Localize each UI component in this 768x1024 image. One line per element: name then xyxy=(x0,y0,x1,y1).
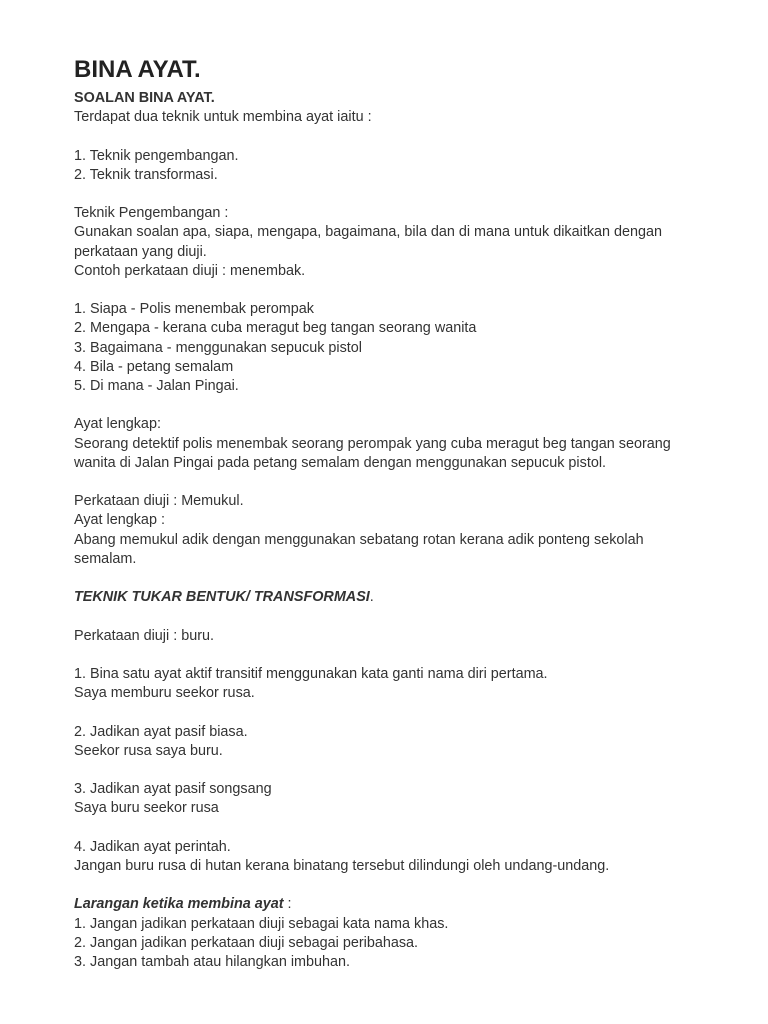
pengembangan-desc: Gunakan soalan apa, siapa, mengapa, bagaimana, bila dan di mana untuk dikaitkan dengan xyxy=(74,224,663,241)
question-item: 1. Siapa - Polis menembak perompak xyxy=(74,301,314,318)
document-body xyxy=(74,89,714,972)
document-page xyxy=(74,54,714,972)
spacer xyxy=(74,569,714,588)
transformasi-word: Perkataan diuji : buru. xyxy=(74,627,214,644)
spacer xyxy=(74,281,714,300)
larangan-item: 3. Jangan tambah atau hilangkan imbuhan. xyxy=(74,953,351,970)
full-sentence-label: Ayat lengkap: xyxy=(74,416,161,433)
pengembangan-heading: Teknik Pengembangan : xyxy=(74,205,229,222)
spacer xyxy=(74,185,714,204)
step-answer: Seekor rusa saya buru. xyxy=(74,742,223,759)
transformasi-heading: TEKNIK TUKAR BENTUK/ TRANSFORMASI xyxy=(74,589,370,606)
larangan-heading-line xyxy=(74,895,714,914)
step-instruction: 1. Bina satu ayat aktif transitif menggunakan kata ganti nama diri pertama. xyxy=(74,665,548,682)
question-item: 2. Mengapa - kerana cuba meragut beg tangan seorang wanita xyxy=(74,320,477,337)
intro-text: Terdapat dua teknik untuk membina ayat iaitu : xyxy=(74,109,372,126)
spacer xyxy=(74,607,714,626)
spacer xyxy=(74,396,714,415)
step-answer: Jangan buru rusa di hutan kerana binatang tersebut dilindungi oleh undang-undang. xyxy=(74,857,610,874)
full-sentence-2: Abang memukul adik dengan menggunakan sebatang rotan kerana adik ponteng sekolah xyxy=(74,531,644,548)
spacer xyxy=(74,473,714,492)
question-item: 4. Bila - petang semalam xyxy=(74,358,234,375)
step-answer: Saya memburu seekor rusa. xyxy=(74,685,255,702)
step-instruction: 2. Jadikan ayat pasif biasa. xyxy=(74,723,248,740)
technique-item: 1. Teknik pengembangan. xyxy=(74,147,239,164)
technique-item: 2. Teknik transformasi. xyxy=(74,166,218,183)
example-word-2: Perkataan diuji : Memukul. xyxy=(74,493,244,510)
spacer xyxy=(74,646,714,665)
spacer xyxy=(74,703,714,722)
pengembangan-desc: perkataan yang diuji. xyxy=(74,243,207,260)
full-sentence-label-2: Ayat lengkap : xyxy=(74,512,165,529)
full-sentence: wanita di Jalan Pingai pada petang semalam dengan menggunakan sepucuk pistol. xyxy=(74,454,607,471)
question-item: 5. Di mana - Jalan Pingai. xyxy=(74,378,239,394)
spacer xyxy=(74,876,714,895)
step-answer: Saya buru seekor rusa xyxy=(74,800,219,817)
larangan-item: 2. Jangan jadikan perkataan diuji sebagai peribahasa. xyxy=(74,934,419,951)
step-instruction: 4. Jadikan ayat perintah. xyxy=(74,838,231,855)
transformasi-heading-line xyxy=(74,588,714,607)
document-title: BINA AYAT. xyxy=(74,56,201,83)
larangan-item: 1. Jangan jadikan perkataan diuji sebagai kata nama khas. xyxy=(74,915,449,932)
full-sentence-2: semalam. xyxy=(74,550,137,567)
question-item: 3. Bagaimana - menggunakan sepucuk pistol xyxy=(74,339,362,356)
larangan-heading-suffix: : xyxy=(283,896,292,913)
spacer xyxy=(74,819,714,838)
transformasi-heading-suffix: . xyxy=(369,589,374,606)
step-instruction: 3. Jadikan ayat pasif songsang xyxy=(74,781,272,798)
spacer xyxy=(74,761,714,780)
subtitle: SOALAN BINA AYAT. xyxy=(74,90,215,106)
full-sentence: Seorang detektif polis menembak seorang perompak yang cuba meragut beg tangan seorang xyxy=(74,435,671,452)
example-word: Contoh perkataan diuji : menembak. xyxy=(74,262,306,279)
spacer xyxy=(74,127,714,146)
larangan-heading: Larangan ketika membina ayat xyxy=(74,896,284,913)
